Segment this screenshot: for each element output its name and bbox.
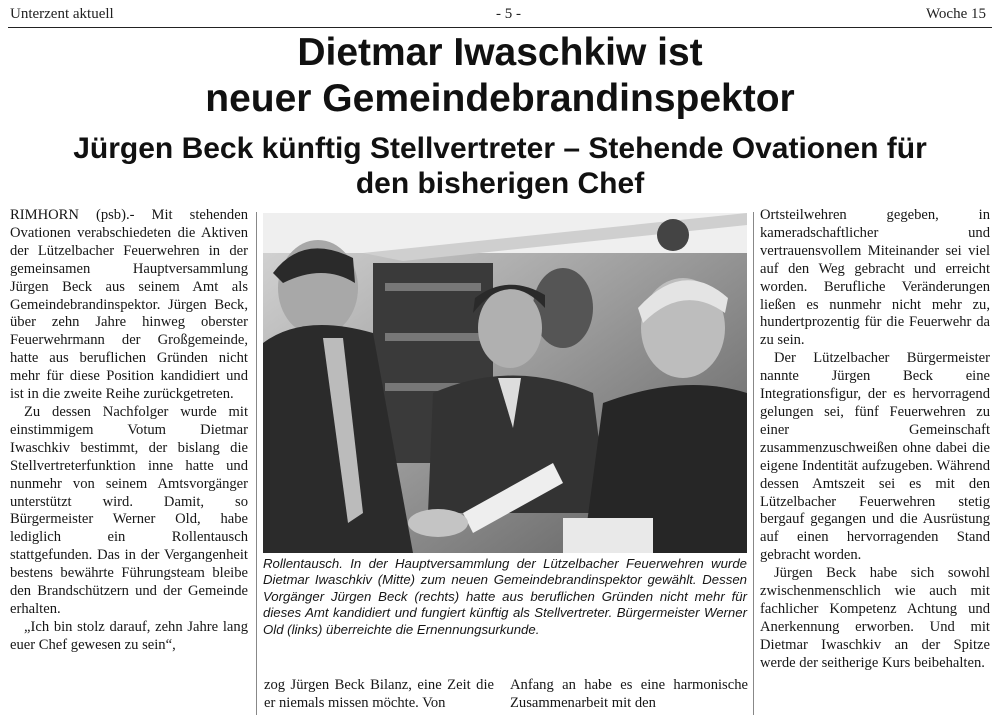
headline-line-1: Dietmar Iwaschkiw ist [297, 31, 703, 74]
article-column-4 [760, 207, 990, 717]
column-divider [753, 212, 754, 715]
article-column-3-text [510, 677, 748, 713]
header-rule [8, 27, 992, 28]
news-photo [263, 213, 747, 553]
paragraph: Jürgen Beck habe sich sowohl zwischenmenschlich wie auch mit fachlicher Kompetenz Achtung und Anerkennung erworben. Und mit Dietmar Iwaschkiv an der Spitze werde der seitherige Kurs beibehalten. [760, 565, 990, 671]
paragraph: Zu dessen Nachfolger wurde mit einstimmigem Votum Dietmar Iwaschkiv bestimmt, der bislang die Stellvertreterfunktion inne hatte und nunmehr von seinem Amtsvorgänger unterstützt wird. Damit, so Bürgermeister Werner Old, habe lediglich ein Rollentausch stattgefunden. Das in der Vergangenheit bestens bewährte Führungsteam bleibe den Brandschützern und der Gemeinde erhalten. [10, 403, 248, 617]
paragraph: Der Lützelbacher Bürgermeister nannte Jürgen Beck eine Integrationsfigur, der es hervorragend gelungen sei, fünf Feuerwehren zu einer Gemeinschaft zusammenzuschweißen ohne dabei die eigene Indentität aufzugeben. Während dessen Amtszeit sei es mit den Lützelbacher Feuerwehren stetig bergauf gegangen und die Ausrüstung auf einen hervorragenden Stand gebracht worden. [760, 350, 990, 564]
paragraph: „Ich bin stolz darauf, zehn Jahre lang euer Chef gewesen zu sein“, [10, 618, 248, 653]
page-number: - 5 - [496, 6, 521, 22]
section-name: Unterzent aktuell [10, 6, 114, 22]
photo-caption: Rollentausch. In der Hauptversammlung der Lützelbacher Feuerwehren wurde Dietmar Iwaschkiv (Mitte) zum neuen Gemeindebrandinspektor gewählt. Dessen Vorgänger Jürgen Beck (rechts) hatte aus beruflichen Gründen nicht mehr für dieses Amt kandidiert und fungiert künftig als Stellvertreter. Bürgermeister Werner Old (links) überreichte die Ernennungsurkunde. [263, 556, 747, 637]
subheadline-line-2: den bisherigen Chef [355, 167, 645, 200]
column-divider [256, 212, 257, 715]
article-column-2-text [264, 677, 494, 713]
paragraph: RIMHORN (psb).- Mit stehenden Ovationen verabschiedeten die Aktiven der Lützelbacher Feuerwehren in der gemeinsamen Hauptversammlung Jürgen Beck aus seinem Amt als Gemeindebrandinspektor. Jürgen Beck, über zehn Jahre hinweg oberster Feuerwehrmann der Großgemeinde, hatte aus beruflichen Gründen nicht mehr für diese Position kandidiert und ist in die zweite Reihe zurückgetreten. [10, 207, 248, 403]
subheadline-line-1: Jürgen Beck künftig Stellvertreter – Stehende Ovationen für [73, 132, 927, 165]
paragraph: Anfang an habe es eine harmonische Zusammenarbeit mit den [510, 677, 748, 711]
paragraph: Ortsteilwehren gegeben, in kameradschaftlicher und vertrauensvollem Miteinander sei viel auf den Weg gebracht und erreicht worden. Berufliche Veränderungen ließen es nunmehr nicht mehr zu, hundertprozentig für die Feuerwehr da zu sein. [760, 207, 990, 349]
headline-line-2: neuer Gemeindebrandinspektor [205, 77, 795, 120]
article-column-1 [10, 207, 248, 717]
paragraph: zog Jürgen Beck Bilanz, eine Zeit die er niemals missen möchte. Von [264, 677, 494, 711]
issue-week: Woche 15 [925, 6, 986, 22]
